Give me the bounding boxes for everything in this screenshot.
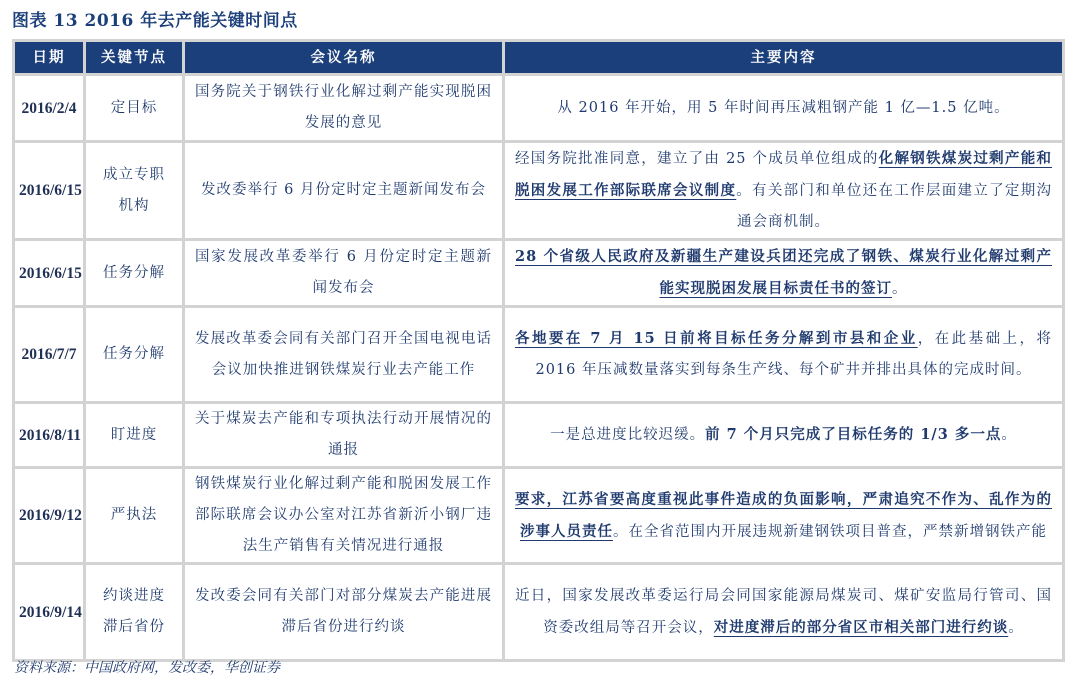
main-content-cell bbox=[504, 564, 1064, 661]
table-row bbox=[14, 142, 1064, 240]
content-text: 。 bbox=[1008, 619, 1024, 636]
figure-title: 图表 13 2016 年去产能关键时间点 bbox=[12, 11, 298, 31]
date-cell: 2016/9/12 bbox=[14, 468, 85, 564]
node-cell: 成立专职机构 bbox=[85, 142, 184, 240]
meeting-name-cell: 关于煤炭去产能和专项执法行动开展情况的通报 bbox=[184, 403, 504, 468]
header-main-content: 主要内容 bbox=[504, 41, 1064, 75]
meeting-name-cell: 钢铁煤炭行业化解过剩产能和脱困发展工作部际联席会议办公室对江苏省新沂小钢厂违法生产销售有关情况进行通报 bbox=[184, 468, 504, 564]
content-text: 从 2016 年开始，用 5 年时间再压减粗钢产能 1 亿—1.5 亿吨。 bbox=[557, 99, 1010, 116]
source-note: 资料来源：中国政府网，发改委，华创证券 bbox=[14, 660, 280, 676]
meeting-name-cell: 发展改革委会同有关部门召开全国电视电话会议加快推进钢铁煤炭行业去产能工作 bbox=[184, 307, 504, 403]
date-cell: 2016/6/15 bbox=[14, 142, 85, 240]
main-content-cell bbox=[504, 75, 1064, 142]
node-cell: 任务分解 bbox=[85, 240, 184, 307]
date-cell: 2016/8/11 bbox=[14, 403, 85, 468]
main-content-cell bbox=[504, 468, 1064, 564]
header-date: 日期 bbox=[14, 41, 85, 75]
content-text: 。有关部门和单位还在工作层面建立了定期沟通会商机制。 bbox=[736, 183, 1053, 230]
content-text: 。 bbox=[1001, 427, 1017, 443]
node-cell: 约谈进度滞后省份 bbox=[85, 564, 184, 661]
header-key-node: 关键节点 bbox=[85, 41, 184, 75]
table-row bbox=[14, 75, 1064, 142]
main-content-cell bbox=[504, 403, 1064, 468]
header-meeting-name: 会议名称 bbox=[184, 41, 504, 75]
meeting-name-cell: 国务院关于钢铁行业化解过剩产能实现脱困发展的意见 bbox=[184, 75, 504, 142]
highlighted-text: 对进度滞后的部分省区市相关部门进行约谈 bbox=[713, 618, 1009, 636]
highlighted-text: 28 个省级人民政府及新疆生产建设兵团还完成了钢铁、煤炭行业化解过剩产能实现脱困发展目标责任书的签订 bbox=[515, 248, 1052, 297]
table-row bbox=[14, 403, 1064, 468]
date-cell: 2016/7/7 bbox=[14, 307, 85, 403]
node-cell: 定目标 bbox=[85, 75, 184, 142]
highlighted-text: 各地要在 7 月 15 日前将目标任务分解到市县和企业 bbox=[515, 330, 918, 347]
table-header-row bbox=[14, 41, 1064, 75]
date-cell: 2016/6/15 bbox=[14, 240, 85, 307]
table-row bbox=[14, 468, 1064, 564]
date-cell: 2016/9/14 bbox=[14, 564, 85, 661]
main-content-cell bbox=[504, 240, 1064, 307]
highlighted-text: 要求，江苏省要高度重视此事件造成的负面影响，严肃追究不作为、乱作为的涉事人员责任 bbox=[515, 490, 1052, 540]
content-text: 。 bbox=[892, 281, 908, 297]
meeting-name-cell: 发改委举行 6 月份定时定主题新闻发布会 bbox=[184, 142, 504, 240]
timeline-table bbox=[12, 39, 1065, 662]
highlighted-text: 化解钢铁煤炭过剩产能和脱困发展工作部际联席会议制度 bbox=[515, 150, 1052, 199]
node-cell: 盯进度 bbox=[85, 403, 184, 468]
table-row bbox=[14, 564, 1064, 661]
table-row bbox=[14, 240, 1064, 307]
content-text: ，在此基础上，将 2016 年压减数量落实到每条生产线、每个矿井并排出具体的完成时间。 bbox=[535, 331, 1052, 378]
table-row bbox=[14, 307, 1064, 403]
content-text: 经国务院批准同意，建立了由 25 个成员单位组成的 bbox=[515, 151, 879, 167]
node-cell: 严执法 bbox=[85, 468, 184, 564]
date-cell: 2016/2/4 bbox=[14, 75, 85, 142]
content-text: 。在全省范围内开展违规新建钢铁项目普查，严禁新增钢铁产能 bbox=[613, 523, 1047, 540]
content-text: 前 7 个月只完成了目标任务的 1/3 多一点 bbox=[705, 426, 1002, 443]
meeting-name-cell: 国家发展改革委举行 6 月份定时定主题新闻发布会 bbox=[184, 240, 504, 307]
main-content-cell bbox=[504, 142, 1064, 240]
meeting-name-cell: 发改委会同有关部门对部分煤炭去产能进展滞后省份进行约谈 bbox=[184, 564, 504, 661]
content-text: 近日，国家发展改革委运行局会同国家能源局煤炭司、煤矿安监局行管司、国资委改组局等召开会议， bbox=[515, 587, 1052, 636]
content-text: 一是总进度比较迟缓。 bbox=[550, 427, 706, 443]
main-content-cell bbox=[504, 307, 1064, 403]
node-cell: 任务分解 bbox=[85, 307, 184, 403]
